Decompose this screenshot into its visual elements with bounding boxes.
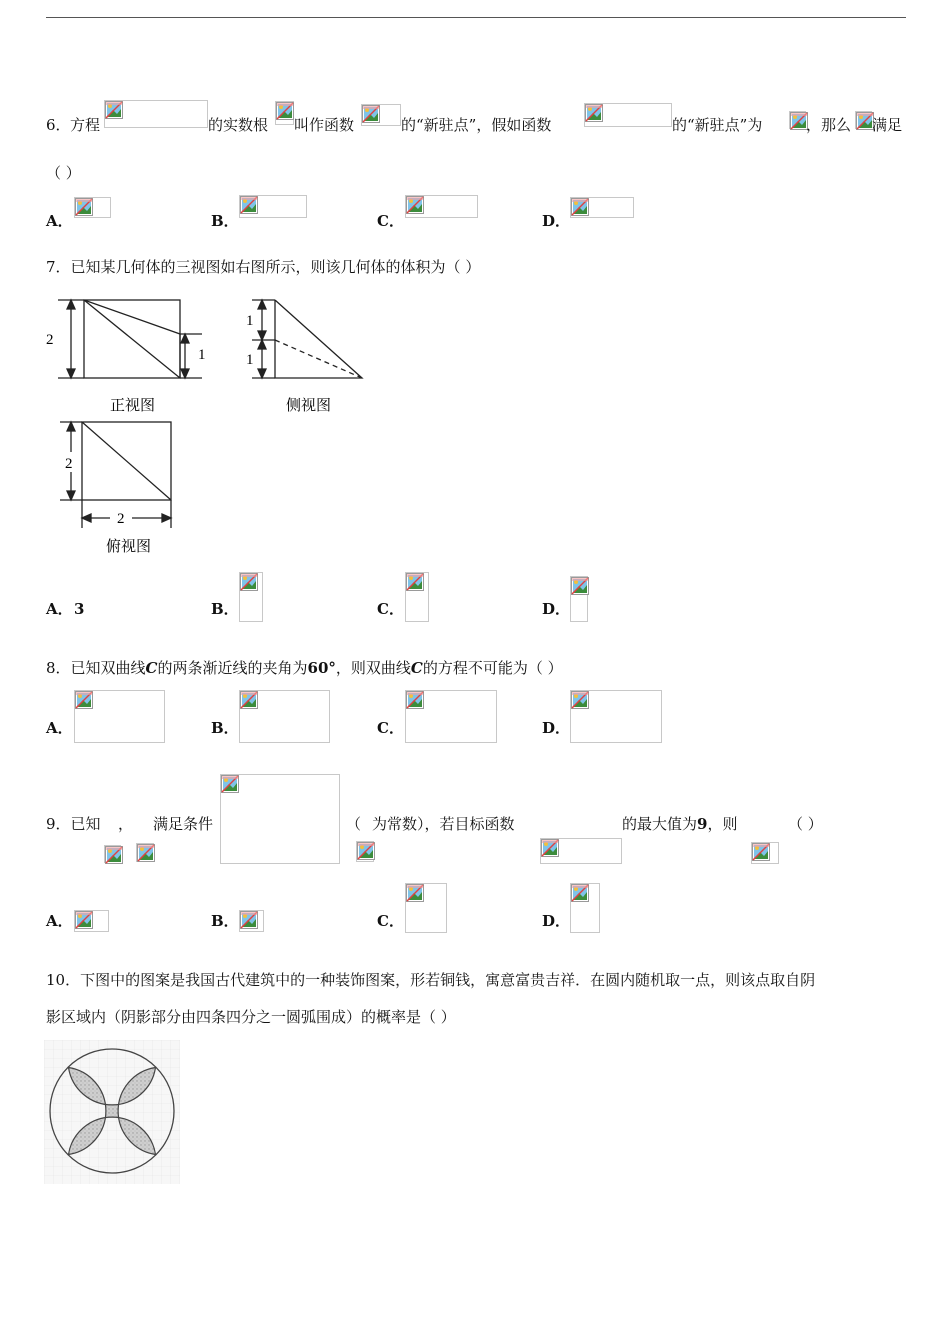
broken-image-icon [75, 691, 93, 709]
q6-text-5: 的“新驻点”为 [672, 116, 763, 134]
q8-option-c-label: C． [377, 719, 404, 737]
q6-option-d-image [570, 197, 634, 218]
q6-text-2: 的实数根 [208, 116, 269, 134]
q10-coin-pattern-figure [44, 1040, 180, 1184]
q6-option-c-label: C． [377, 212, 404, 230]
top-view-label: 俯视图 [106, 539, 152, 555]
broken-image-icon [75, 911, 93, 929]
q9-param-image [751, 842, 779, 864]
q6-option-b-label: B． [211, 212, 239, 230]
broken-image-icon [571, 884, 589, 902]
q9-option-a-image [74, 910, 109, 932]
q8-option-c-image [405, 690, 497, 743]
broken-image-icon [105, 101, 123, 119]
broken-image-icon [571, 691, 589, 709]
q6-equation-image [104, 100, 208, 128]
q8-text-1: 8．已知双曲线 [46, 659, 146, 677]
q8-curve-c: C [145, 659, 158, 677]
broken-image-icon [541, 839, 559, 857]
front-dim-1: 1 [198, 347, 206, 363]
q9-constraints-image [220, 774, 340, 864]
top-view [60, 422, 171, 528]
q9-text-6a: 的最大值为 [622, 815, 698, 833]
q9-option-d-image [570, 883, 600, 933]
broken-image-icon [240, 573, 258, 591]
front-view-label: 正视图 [110, 398, 156, 414]
q6-function2-image [584, 103, 672, 127]
q6-function-image [361, 104, 401, 126]
q6-option-d-label: D． [542, 212, 571, 230]
q7-option-a-label: A． [46, 600, 73, 618]
q7-option-b-image [239, 572, 263, 622]
q9-text-2: ， [118, 815, 134, 833]
q9-max-value: 9 [697, 815, 708, 833]
broken-image-icon [75, 198, 93, 216]
broken-image-icon [105, 846, 123, 864]
q9-objective-image [540, 838, 622, 864]
q8-text-2: 的两条渐近线的夹角为 [157, 659, 308, 677]
broken-image-icon [571, 198, 589, 216]
q8-option-b-label: B． [211, 719, 239, 737]
q6-point-image [789, 111, 806, 129]
q9-option-b-label: B． [211, 912, 239, 930]
three-view-drawing [40, 292, 370, 562]
q8-angle: 60° [307, 659, 336, 677]
q10-stem-line-1: 10．下图中的图案是我国古代建筑中的一种装饰图案，形若铜钱，寓意富贵吉祥．在圆内随机取一点，则该点取自阴 [46, 971, 816, 989]
q6-text-4: 的“新驻点”，假如函数 [401, 116, 552, 134]
q7-stem: 7．已知某几何体的三视图如右图所示，则该几何体的体积为（ ） [46, 258, 481, 276]
broken-image-icon [406, 196, 424, 214]
q6-option-a-image [74, 197, 111, 218]
broken-image-icon [362, 105, 380, 123]
q9-text-6 [622, 814, 737, 834]
top-dim-2-vertical: 2 [65, 456, 73, 472]
q6-option-a-label: A． [46, 212, 73, 230]
q9-var-x-image [104, 845, 121, 863]
q8-option-a-label: A． [46, 719, 73, 737]
q6-text-1: 方程 [70, 116, 101, 134]
coin-pattern-drawing [44, 1040, 180, 1184]
side-view-label: 侧视图 [286, 398, 332, 414]
q9-option-b-image [239, 910, 264, 932]
q9-text-5: 为常数），若目标函数 [372, 815, 515, 833]
q6-option-c-image [405, 195, 478, 218]
q9-const-image [356, 841, 374, 862]
q9-option-d-label: D． [542, 912, 571, 930]
q6-text-7: 满足 [872, 116, 903, 134]
front-dim-2: 2 [46, 332, 54, 348]
q6-var-image [855, 111, 872, 129]
broken-image-icon [276, 102, 294, 120]
broken-image-icon [406, 884, 424, 902]
side-dim-1-bottom: 1 [246, 352, 254, 368]
q6-text-6: ，那么 [806, 116, 852, 134]
broken-image-icon [240, 196, 258, 214]
broken-image-icon [752, 843, 770, 861]
q8-option-d-label: D． [542, 719, 571, 737]
side-view [252, 300, 362, 378]
q7-option-a-value: 3 [74, 600, 85, 618]
q9-option-c-label: C． [377, 912, 404, 930]
broken-image-icon [571, 577, 589, 595]
broken-image-icon [240, 911, 258, 929]
q6-number: 6． [46, 116, 71, 134]
q6-root-image [275, 101, 294, 125]
q8-stem [46, 658, 563, 678]
q6-option-b-image [239, 195, 307, 218]
q9-text-1: 9．已知 [46, 815, 101, 833]
broken-image-icon [357, 842, 375, 860]
q7-option-d-image [570, 576, 588, 622]
q8-option-d-image [570, 690, 662, 743]
q9-option-c-image [405, 883, 447, 933]
q8-curve-c-2: C [410, 659, 423, 677]
q8-option-a-image [74, 690, 165, 743]
q7-option-d-label: D． [542, 600, 571, 618]
q9-answer-paren: （ ） [788, 815, 823, 833]
broken-image-icon [137, 844, 155, 862]
q9-var-y-image [136, 843, 154, 862]
broken-image-icon [406, 573, 424, 591]
q8-text-4: 的方程不可能为（ ） [422, 659, 563, 677]
side-dim-1-top: 1 [246, 313, 254, 329]
q9-text-4: （ [346, 815, 362, 833]
header-rule [46, 17, 906, 18]
broken-image-icon [406, 691, 424, 709]
top-dim-2-horizontal: 2 [117, 511, 125, 527]
front-view [58, 300, 202, 378]
q6-answer-paren: （ ） [46, 164, 81, 182]
q7-option-b-label: B． [211, 600, 239, 618]
q10-stem-line-2: 影区域内（阴影部分由四条四分之一圆弧围成）的概率是（ ） [46, 1008, 456, 1026]
q7-option-c-image [405, 572, 429, 622]
broken-image-icon [585, 104, 603, 122]
broken-image-icon [221, 775, 239, 793]
q8-option-b-image [239, 690, 330, 743]
q9-option-a-label: A． [46, 912, 73, 930]
broken-image-icon [240, 691, 258, 709]
q9-text-3: 满足条件 [153, 815, 214, 833]
q9-text-7: ，则 [707, 815, 738, 833]
q7-option-c-label: C． [377, 600, 404, 618]
q7-three-view-figure [40, 292, 370, 562]
q8-text-3: ，则双曲线 [335, 659, 411, 677]
q6-text-3: 叫作函数 [294, 116, 355, 134]
